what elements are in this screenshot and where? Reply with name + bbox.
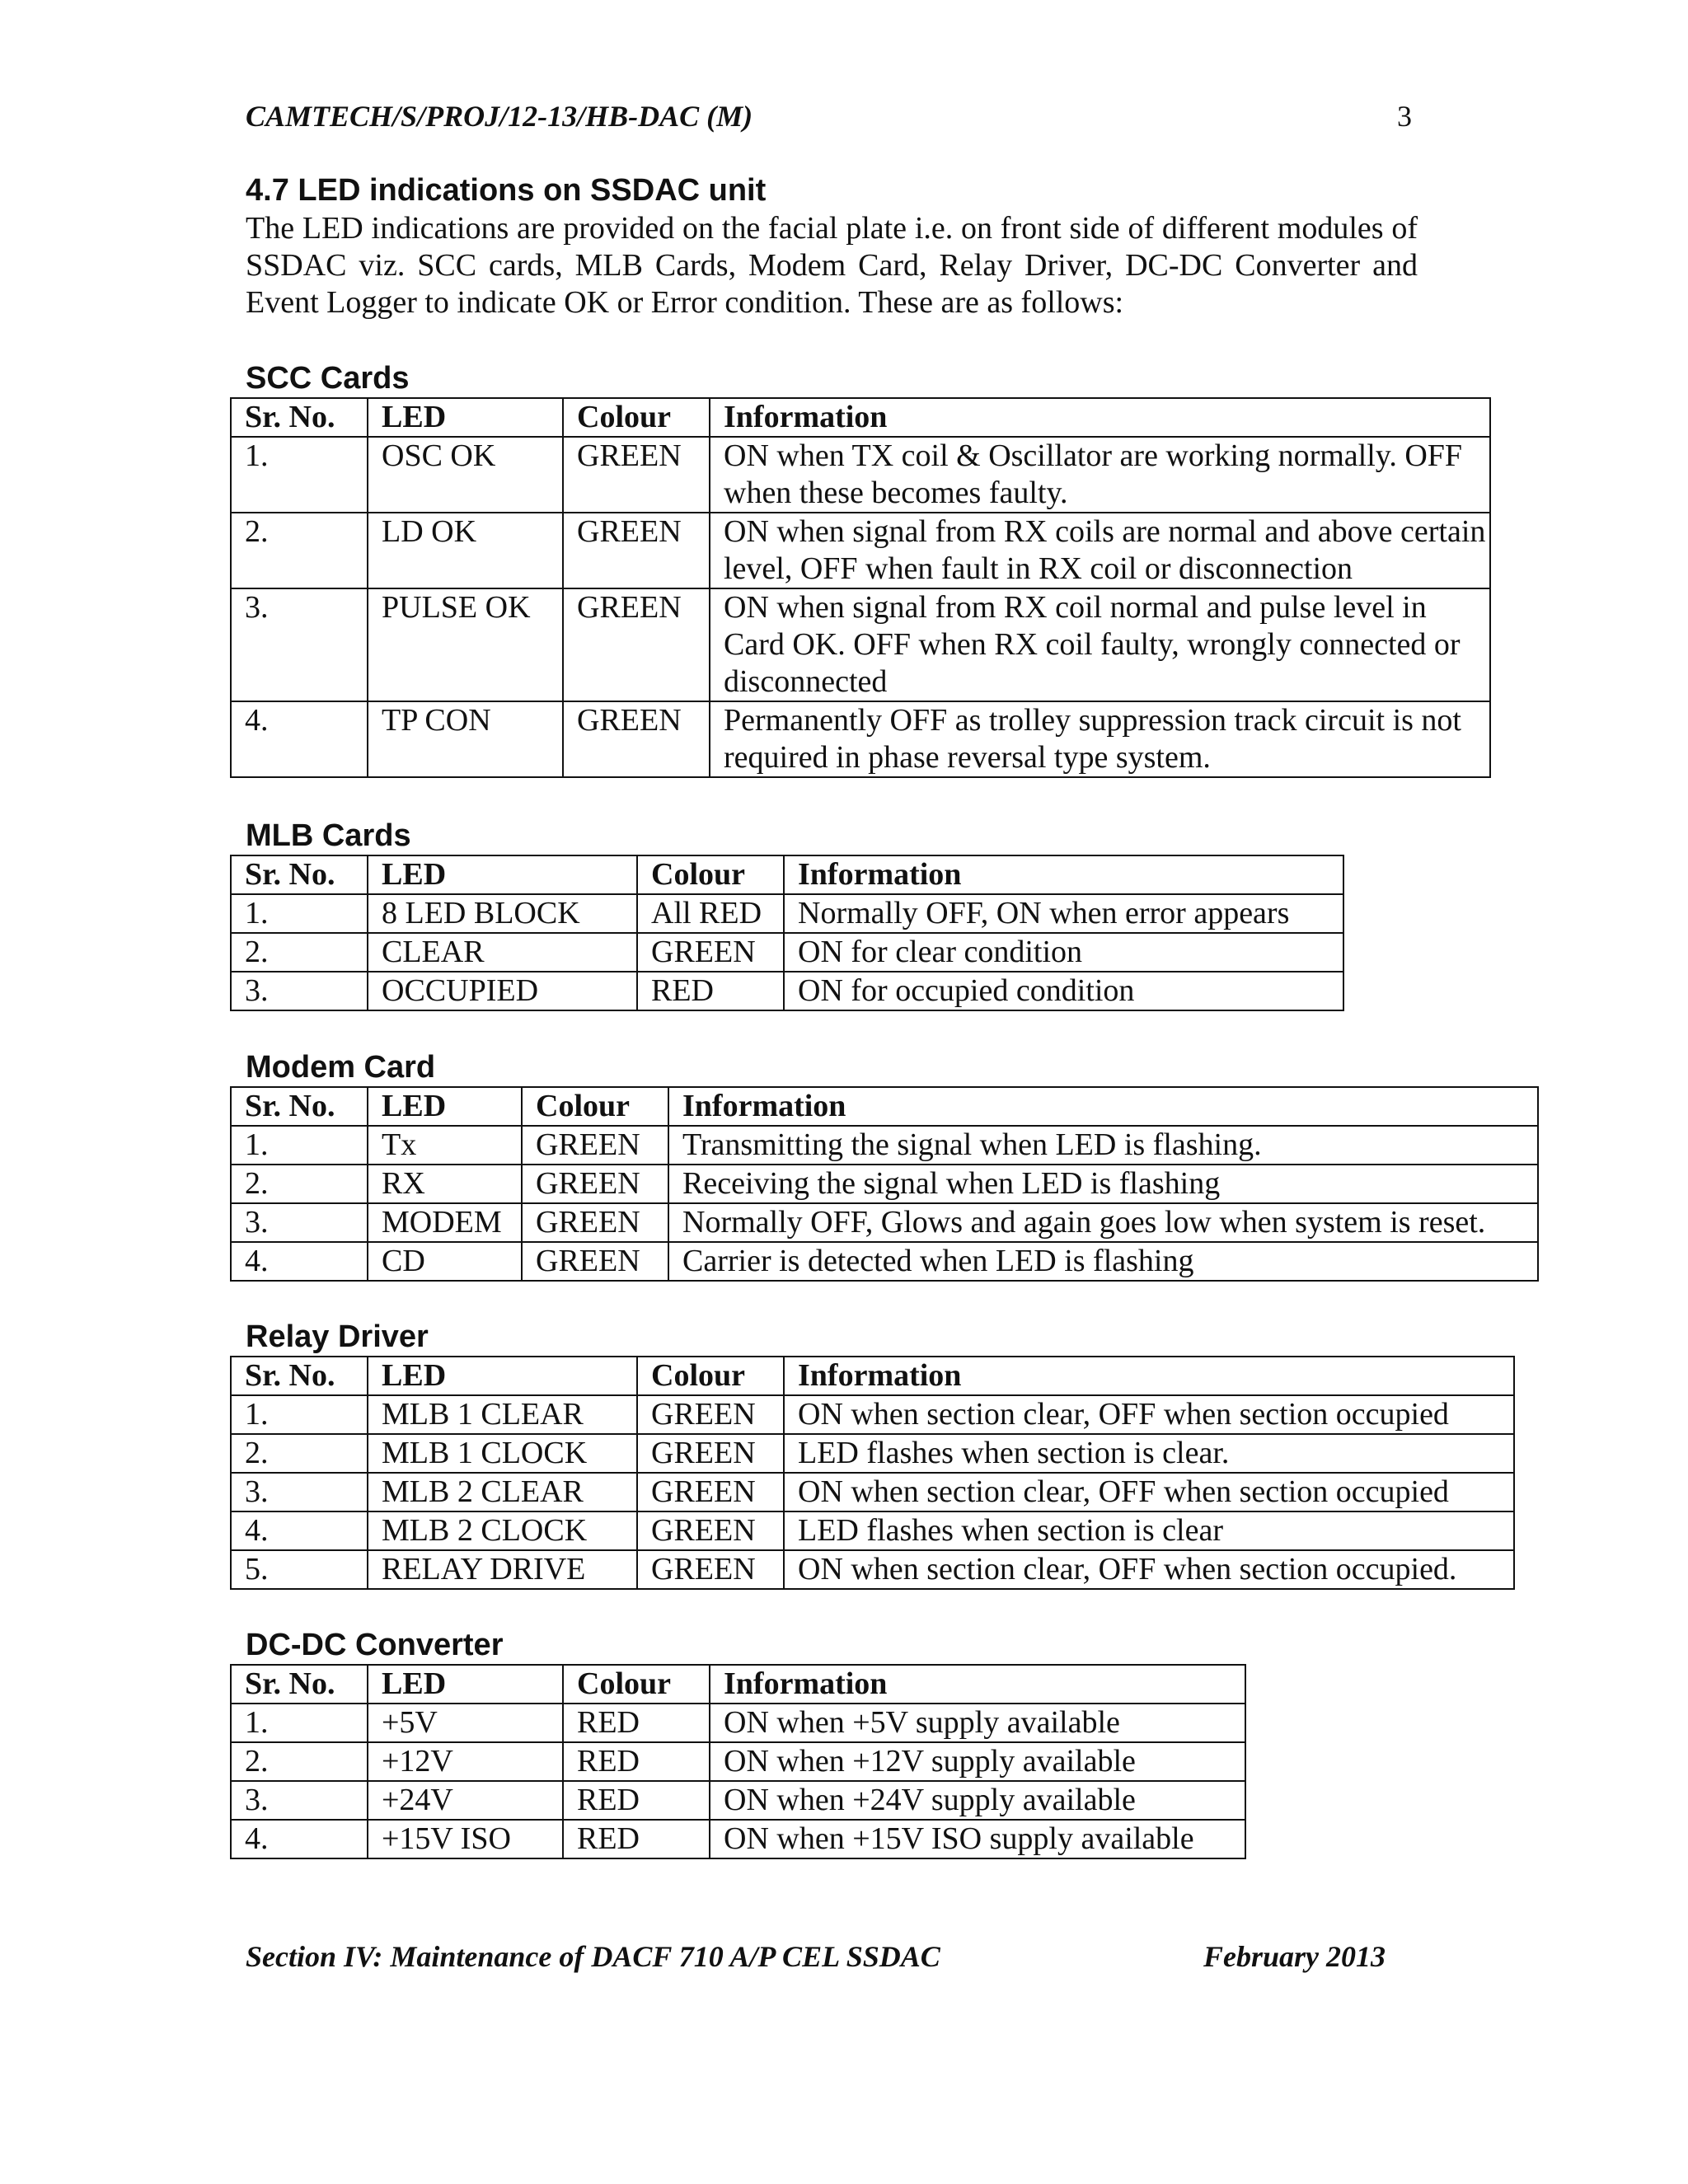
- cell-led: MODEM: [368, 1203, 522, 1242]
- header-colour: Colour: [637, 1357, 784, 1395]
- cell-led: 8 LED BLOCK: [368, 894, 637, 933]
- cell-information: ON when signal from RX coils are normal and above certain level, OFF when fault in RX coil or disconnection: [710, 513, 1490, 588]
- cell-sr-no: 2.: [231, 513, 368, 588]
- cell-colour: RED: [563, 1781, 710, 1820]
- table-row: [231, 437, 1490, 513]
- cell-sr-no: 2.: [231, 1742, 368, 1781]
- cell-colour: GREEN: [522, 1165, 668, 1203]
- header-information: Information: [710, 398, 1490, 437]
- cell-sr-no: 2.: [231, 1165, 368, 1203]
- cell-led: Tx: [368, 1126, 522, 1165]
- cell-sr-no: 2.: [231, 933, 368, 972]
- footer-section-title: Section IV: Maintenance of DACF 710 A/P CEL SSDAC: [246, 1940, 940, 1973]
- cell-information: Transmitting the signal when LED is flashing.: [668, 1126, 1538, 1165]
- cell-led: MLB 2 CLEAR: [368, 1473, 637, 1511]
- table-row: [231, 1165, 1538, 1203]
- cell-colour: RED: [563, 1820, 710, 1858]
- cell-colour: RED: [637, 972, 784, 1010]
- table-row: [231, 1434, 1514, 1473]
- cell-led: LD OK: [368, 513, 563, 588]
- cell-information: Receiving the signal when LED is flashing: [668, 1165, 1538, 1203]
- cell-led: +15V ISO: [368, 1820, 563, 1858]
- cell-information: LED flashes when section is clear: [784, 1511, 1514, 1550]
- table-row: [231, 1742, 1245, 1781]
- cell-colour: RED: [563, 1742, 710, 1781]
- header-led: LED: [368, 1087, 522, 1126]
- cell-information: ON for occupied condition: [784, 972, 1343, 1010]
- table-header-row: [231, 398, 1490, 437]
- table-header-row: [231, 1357, 1514, 1395]
- cell-led: MLB 2 CLOCK: [368, 1511, 637, 1550]
- header-colour: Colour: [637, 855, 784, 894]
- scc-cards-table: [230, 397, 1491, 778]
- cell-colour: GREEN: [637, 1550, 784, 1589]
- header-sr-no: Sr. No.: [231, 1087, 368, 1126]
- table-row: [231, 1126, 1538, 1165]
- relay-driver-table: [230, 1356, 1515, 1590]
- modem-card-table: [230, 1086, 1539, 1282]
- cell-sr-no: 1.: [231, 437, 368, 513]
- cell-colour: All RED: [637, 894, 784, 933]
- cell-information: ON when signal from RX coil normal and pulse level in Card OK. OFF when RX coil faulty, wrongly connected or disconnected: [710, 588, 1490, 701]
- header-information: Information: [784, 855, 1343, 894]
- cell-sr-no: 3.: [231, 972, 368, 1010]
- cell-led: CD: [368, 1242, 522, 1281]
- cell-sr-no: 1.: [231, 1395, 368, 1434]
- cell-information: Permanently OFF as trolley suppression track circuit is not required in phase reversal type system.: [710, 701, 1490, 777]
- header-sr-no: Sr. No.: [231, 1665, 368, 1704]
- cell-information: LED flashes when section is clear.: [784, 1434, 1514, 1473]
- cell-sr-no: 3.: [231, 1203, 368, 1242]
- cell-colour: GREEN: [563, 701, 710, 777]
- scc-cards-title: SCC Cards: [246, 361, 410, 396]
- cell-sr-no: 1.: [231, 894, 368, 933]
- dc-dc-converter-table: [230, 1664, 1246, 1859]
- cell-colour: GREEN: [563, 513, 710, 588]
- cell-information: ON when +24V supply available: [710, 1781, 1245, 1820]
- header-sr-no: Sr. No.: [231, 1357, 368, 1395]
- cell-led: RELAY DRIVE: [368, 1550, 637, 1589]
- page-number: 3: [1397, 100, 1412, 133]
- table-header-row: [231, 855, 1343, 894]
- table-row: [231, 894, 1343, 933]
- table-row: [231, 972, 1343, 1010]
- cell-led: +12V: [368, 1742, 563, 1781]
- cell-sr-no: 3.: [231, 1781, 368, 1820]
- table-header-row: [231, 1665, 1245, 1704]
- cell-led: OCCUPIED: [368, 972, 637, 1010]
- header-colour: Colour: [563, 1665, 710, 1704]
- cell-colour: GREEN: [637, 1473, 784, 1511]
- table-row: [231, 1395, 1514, 1434]
- header-information: Information: [668, 1087, 1538, 1126]
- header-led: LED: [368, 398, 563, 437]
- footer-date: February 2013: [1203, 1940, 1386, 1973]
- intro-paragraph: The LED indications are provided on the facial plate i.e. on front side of different modules of SSDAC viz. SCC cards, MLB Cards, Modem Card, Relay Driver, DC-DC Converter and Event Logger to indicate OK or Error condition. These are as follows:: [246, 211, 1418, 320]
- cell-sr-no: 5.: [231, 1550, 368, 1589]
- table-row: [231, 1511, 1514, 1550]
- cell-led: MLB 1 CLEAR: [368, 1395, 637, 1434]
- cell-led: +24V: [368, 1781, 563, 1820]
- header-led: LED: [368, 1665, 563, 1704]
- section-heading: 4.7 LED indications on SSDAC unit: [246, 173, 767, 208]
- cell-sr-no: 4.: [231, 701, 368, 777]
- table-row: [231, 1704, 1245, 1742]
- header-information: Information: [784, 1357, 1514, 1395]
- header-led: LED: [368, 1357, 637, 1395]
- table-row: [231, 588, 1490, 701]
- cell-sr-no: 4.: [231, 1242, 368, 1281]
- cell-information: ON when +15V ISO supply available: [710, 1820, 1245, 1858]
- table-row: [231, 1473, 1514, 1511]
- table-row: [231, 513, 1490, 588]
- cell-colour: GREEN: [637, 933, 784, 972]
- cell-colour: GREEN: [637, 1434, 784, 1473]
- mlb-cards-table: [230, 855, 1344, 1011]
- cell-led: MLB 1 CLOCK: [368, 1434, 637, 1473]
- cell-information: Carrier is detected when LED is flashing: [668, 1242, 1538, 1281]
- table-row: [231, 1550, 1514, 1589]
- cell-sr-no: 4.: [231, 1820, 368, 1858]
- cell-colour: GREEN: [563, 588, 710, 701]
- cell-led: TP CON: [368, 701, 563, 777]
- table-row: [231, 1203, 1538, 1242]
- cell-information: ON when +5V supply available: [710, 1704, 1245, 1742]
- cell-led: PULSE OK: [368, 588, 563, 701]
- document-code: CAMTECH/S/PROJ/12-13/HB-DAC (M): [246, 100, 753, 133]
- table-row: [231, 1242, 1538, 1281]
- cell-sr-no: 1.: [231, 1126, 368, 1165]
- table-row: [231, 1781, 1245, 1820]
- cell-led: CLEAR: [368, 933, 637, 972]
- cell-sr-no: 3.: [231, 1473, 368, 1511]
- modem-card-title: Modem Card: [246, 1050, 436, 1085]
- cell-information: ON for clear condition: [784, 933, 1343, 972]
- table-header-row: [231, 1087, 1538, 1126]
- cell-information: ON when section clear, OFF when section occupied: [784, 1473, 1514, 1511]
- table-row: [231, 701, 1490, 777]
- cell-colour: GREEN: [522, 1203, 668, 1242]
- cell-colour: RED: [563, 1704, 710, 1742]
- cell-information: ON when +12V supply available: [710, 1742, 1245, 1781]
- cell-colour: GREEN: [563, 437, 710, 513]
- table-row: [231, 933, 1343, 972]
- cell-sr-no: 3.: [231, 588, 368, 701]
- cell-information: ON when section clear, OFF when section occupied.: [784, 1550, 1514, 1589]
- cell-information: Normally OFF, Glows and again goes low when system is reset.: [668, 1203, 1538, 1242]
- cell-colour: GREEN: [637, 1511, 784, 1550]
- header-information: Information: [710, 1665, 1245, 1704]
- relay-driver-title: Relay Driver: [246, 1319, 429, 1354]
- table-row: [231, 1820, 1245, 1858]
- dc-dc-converter-title: DC-DC Converter: [246, 1628, 504, 1662]
- cell-sr-no: 1.: [231, 1704, 368, 1742]
- header-led: LED: [368, 855, 637, 894]
- cell-colour: GREEN: [637, 1395, 784, 1434]
- cell-led: +5V: [368, 1704, 563, 1742]
- cell-information: Normally OFF, ON when error appears: [784, 894, 1343, 933]
- header-sr-no: Sr. No.: [231, 398, 368, 437]
- cell-sr-no: 4.: [231, 1511, 368, 1550]
- cell-information: ON when section clear, OFF when section occupied: [784, 1395, 1514, 1434]
- header-sr-no: Sr. No.: [231, 855, 368, 894]
- header-colour: Colour: [563, 398, 710, 437]
- cell-led: RX: [368, 1165, 522, 1203]
- cell-colour: GREEN: [522, 1126, 668, 1165]
- cell-information: ON when TX coil & Oscillator are working normally. OFF when these becomes faulty.: [710, 437, 1490, 513]
- header-colour: Colour: [522, 1087, 668, 1126]
- cell-led: OSC OK: [368, 437, 563, 513]
- cell-sr-no: 2.: [231, 1434, 368, 1473]
- cell-colour: GREEN: [522, 1242, 668, 1281]
- mlb-cards-title: MLB Cards: [246, 818, 411, 853]
